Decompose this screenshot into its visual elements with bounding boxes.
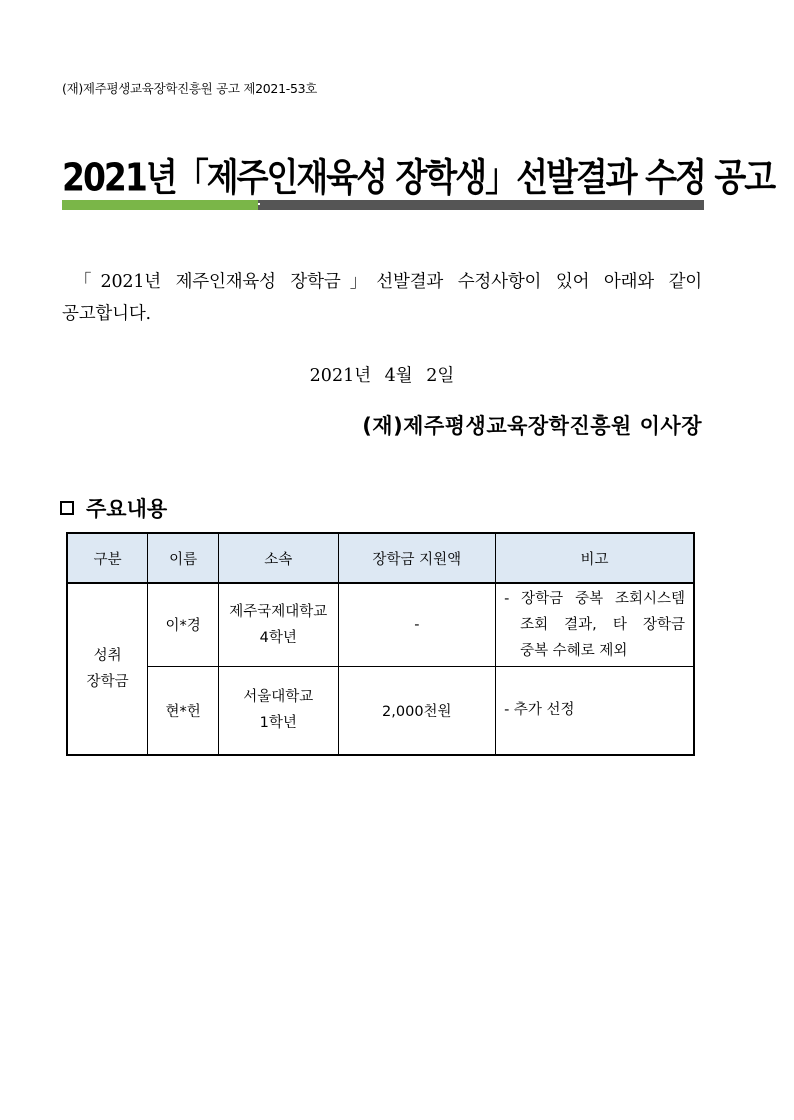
table-row	[67, 666, 694, 755]
title-rule-green	[62, 200, 258, 210]
affiliation-cell	[218, 583, 338, 666]
header-affiliation: 소속	[218, 533, 338, 583]
title-rule-dot	[258, 203, 260, 205]
page-title: 2021년「제주인재육성 장학생」선발결과 수정 공고	[62, 154, 775, 200]
affiliation-school: 서울대학교	[243, 689, 314, 706]
category-line-1: 성취	[93, 648, 122, 664]
note-line: 중복 수혜로 제외	[520, 642, 628, 659]
affiliation-school: 제주국제대학교	[229, 603, 328, 620]
affiliation-grade: 1학년	[259, 715, 297, 732]
checkbox-square-icon	[60, 501, 74, 515]
intro-line-2: 공고합니다.	[62, 304, 151, 324]
header-name: 이름	[148, 533, 219, 583]
amount-cell: -	[338, 583, 496, 666]
category-line-2: 장학금	[86, 674, 129, 690]
name-cell: 현*헌	[148, 666, 219, 755]
intro-paragraph	[62, 266, 702, 330]
affiliation-cell	[218, 666, 338, 755]
issuer: (재)제주평생교육장학진흥원 이사장	[362, 414, 702, 438]
section-heading	[60, 493, 167, 523]
section-title: 주요내용	[86, 497, 168, 521]
note-line: 조회 결과, 타 장학금	[520, 616, 685, 633]
notice-date: 2021년 4월 2일	[309, 366, 455, 386]
header-note: 비고	[496, 533, 694, 583]
category-cell	[67, 583, 148, 755]
intro-line-1: 「2021년 제주인재육성 장학금」선발결과 수정사항이 있어 아래와 같이	[74, 272, 702, 292]
table-header-row	[67, 533, 694, 583]
title-rule-gray	[258, 200, 704, 210]
notice-number: (재)제주평생교육장학진흥원 공고 제2021-53호	[62, 81, 318, 96]
note-cell	[496, 583, 694, 666]
table-row	[67, 583, 694, 666]
results-table	[66, 532, 695, 756]
header-category: 구분	[67, 533, 148, 583]
note-line: - 장학금 중복 조회시스템	[504, 590, 685, 607]
affiliation-grade: 4학년	[259, 629, 297, 646]
note-line: - 추가 선정	[504, 702, 575, 719]
header-amount: 장학금 지원액	[338, 533, 496, 583]
amount-cell: 2,000천원	[338, 666, 496, 755]
name-cell: 이*경	[148, 583, 219, 666]
note-cell	[496, 666, 694, 755]
